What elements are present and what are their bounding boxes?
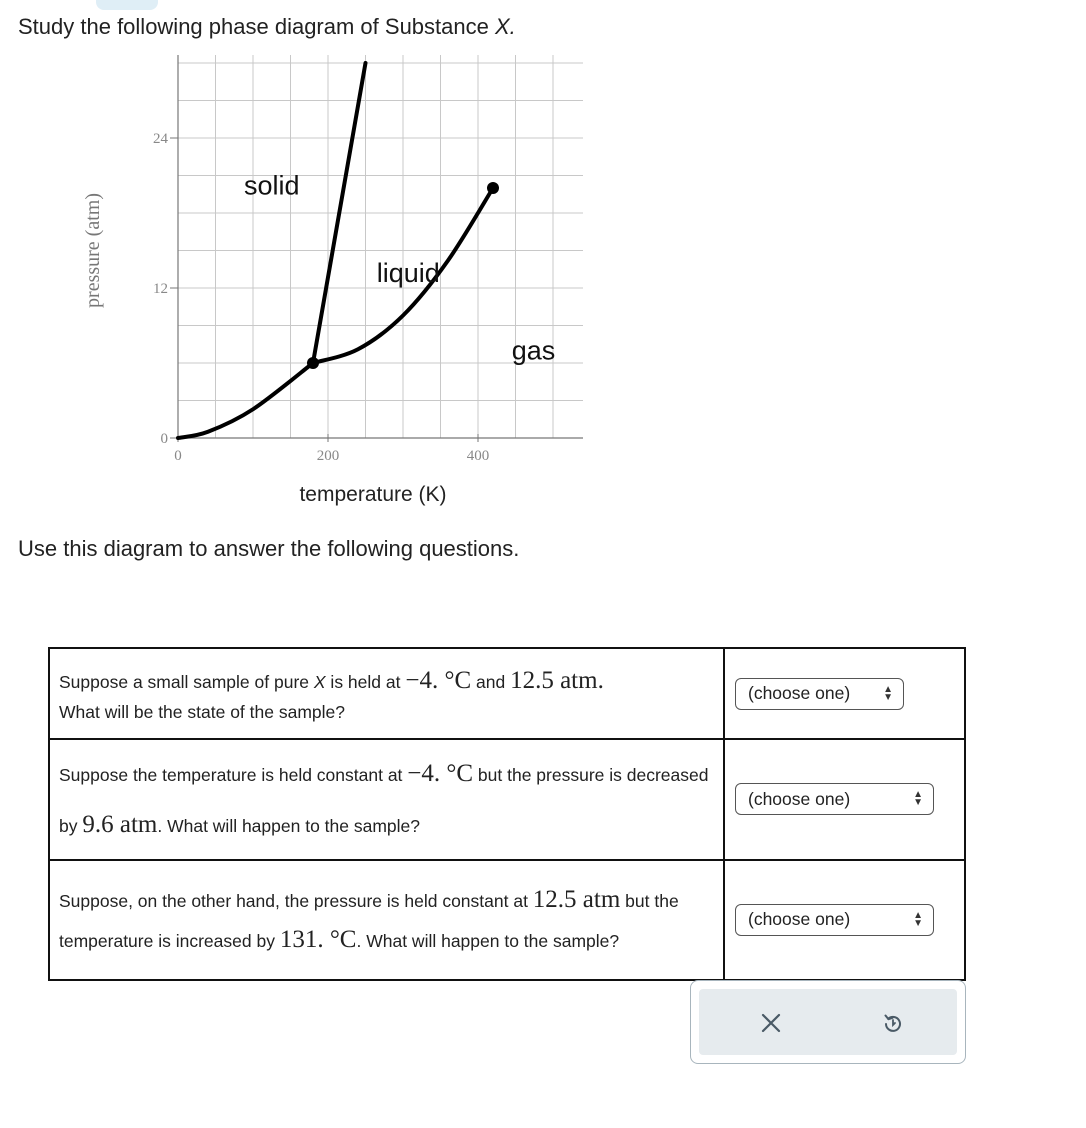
- region-label-gas: gas: [511, 335, 556, 366]
- triple-point-marker: [307, 357, 319, 369]
- question-row-3: [49, 860, 965, 980]
- question-1-select[interactable]: (choose one) ▲ ▼: [735, 678, 904, 710]
- action-bar: [690, 980, 966, 1064]
- questions-table: [48, 647, 966, 981]
- reset-button[interactable]: [873, 1003, 913, 1043]
- chart-ticks: [153, 131, 489, 464]
- region-label-solid: solid: [244, 170, 300, 201]
- select-arrows-icon: ▲ ▼: [913, 909, 923, 929]
- instructions-text: Use this diagram to answer the following questions.: [18, 536, 520, 561]
- question-3-select[interactable]: (choose one) ▲ ▼: [735, 904, 934, 936]
- intro-text: Study the following phase diagram of Substance X.: [18, 14, 516, 39]
- question-1-text: Suppose a small sample of pure X is held at −4. °C and 12.5 atm. What will be the state of the sample?: [49, 648, 724, 739]
- y-tick-label: 12: [153, 281, 168, 297]
- close-icon: [760, 1012, 782, 1034]
- question-2-text: Suppose the temperature is held constant at −4. °C but the pressure is decreased by 9.6 atm. What will happen to the sample?: [49, 739, 724, 860]
- select-arrows-icon: ▲ ▼: [913, 789, 923, 809]
- x-tick-label: 0: [174, 448, 182, 464]
- phase-diagram: [0, 55, 620, 525]
- question-row-1: [49, 648, 965, 739]
- x-tick-label: 400: [466, 448, 490, 464]
- y-tick-label: 0: [160, 431, 168, 447]
- select-arrows-icon: ▲ ▼: [883, 683, 893, 703]
- chart-grid: [178, 55, 583, 438]
- region-label-liquid: liquid: [376, 257, 440, 288]
- top-tab-decoration: [96, 0, 158, 10]
- x-tick-label: 200: [316, 448, 340, 464]
- y-tick-label: 24: [153, 131, 168, 147]
- question-2-select[interactable]: (choose one) ▲ ▼: [735, 783, 934, 815]
- undo-icon: [881, 1011, 905, 1035]
- question-3-text: Suppose, on the other hand, the pressure is held constant at 12.5 atm but the temperature is increased by 131. °C. What will happen to the sample?: [49, 860, 724, 980]
- x-axis-label: temperature (K): [299, 483, 447, 506]
- chart-axes: [178, 55, 583, 438]
- clear-button[interactable]: [751, 1003, 791, 1043]
- y-axis-label: pressure (atm): [82, 193, 104, 308]
- critical-point-marker: [487, 182, 499, 194]
- question-row-2: [49, 739, 965, 860]
